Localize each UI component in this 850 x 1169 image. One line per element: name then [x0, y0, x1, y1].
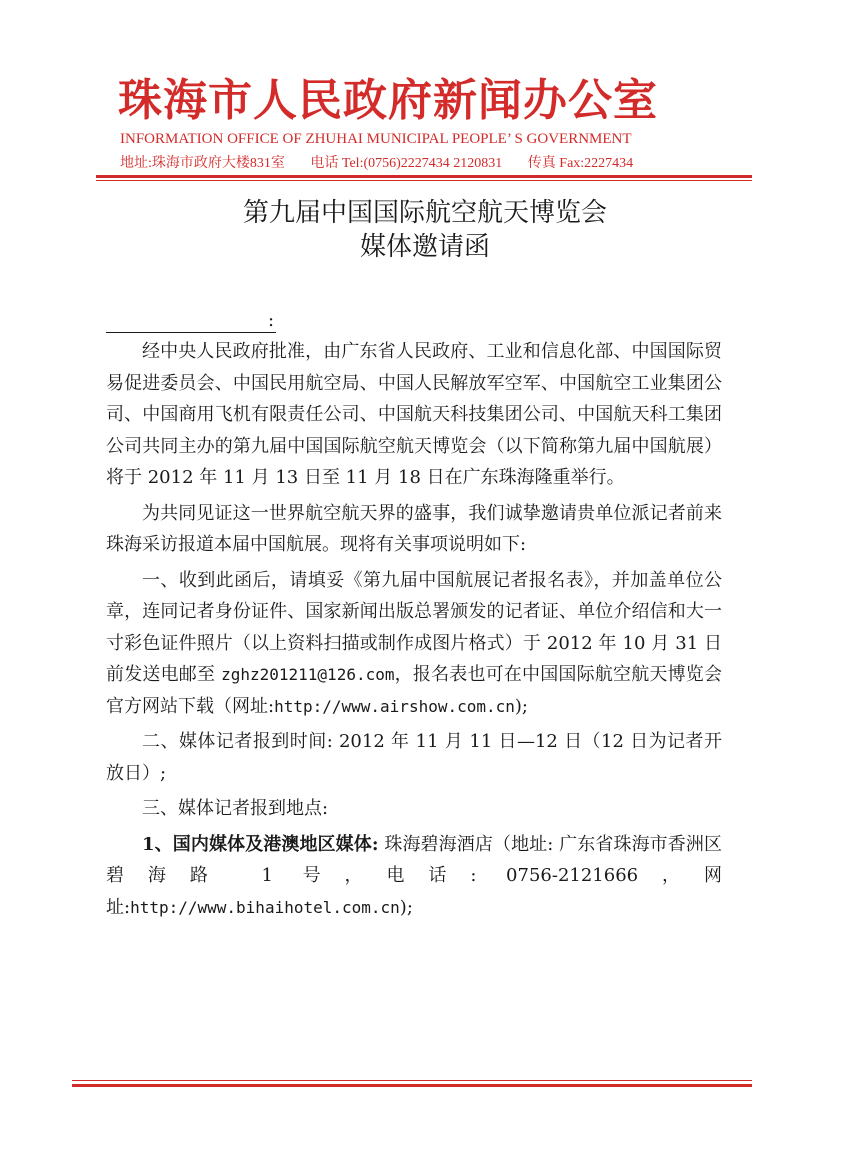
- item-1-end: );: [514, 695, 528, 717]
- paragraph-item-3: 三、媒体记者报到地点:: [142, 798, 329, 819]
- paragraph-item-3-1: [106, 829, 722, 924]
- org-fax: 传真 Fax:2227434: [527, 156, 634, 171]
- item-3-1-text: 珠海碧海酒店（地址: 广东省珠海市香洲区碧海路 1 号，电话: 0756-2121666，网址:: [106, 833, 722, 918]
- paragraph-item-2: 二、媒体记者报到时间: 2012 年 11 月 11 日—12 日（12 日为记者开放日）;: [106, 731, 722, 784]
- document-title-line2: 媒体邀请函: [359, 232, 490, 262]
- item-3-1-heading: 1、国内媒体及港澳地区媒体:: [142, 833, 379, 855]
- paragraph-invitation: 为共同见证这一世界航空航天界的盛事，我们诚挚邀请贵单位派记者前来珠海采访报道本届中国航展。现将有关事项说明如下:: [106, 502, 722, 555]
- org-address: 地址:珠海市政府大楼831室: [120, 156, 285, 171]
- org-name-en: INFORMATION OFFICE OF ZHUHAI MUNICIPAL PEOPLE’ S GOVERNMENT: [120, 131, 632, 147]
- footer-rule-thick: [72, 1084, 752, 1087]
- airshow-website-link[interactable]: http://www.airshow.com.cn: [274, 696, 515, 716]
- paragraph-item-1: [106, 565, 722, 723]
- letterhead-rule-thin: [96, 180, 752, 181]
- registration-email-link[interactable]: zghz201211@126.com: [221, 665, 395, 684]
- footer-rule-thin: [72, 1080, 752, 1081]
- org-contact-line: [120, 152, 720, 172]
- paragraph-intro: 经中央人民政府批准，由广东省人民政府、工业和信息化部、中国国际贸易促进委员会、中国民用航空局、中国人民解放军空军、中国航空工业集团公司、中国商用飞机有限责任公司、中国航天科技集团公司、中国航天科工集团公司共同主办的第九届中国国际航空航天博览会（以下简称第九届中国航展）将于 2012 年 11 月 13 日至 11 月 18 日在广东珠海隆重举行。: [106, 341, 722, 488]
- document-title-line1: 第九届中国国际航空航天博览会: [242, 198, 607, 228]
- addressee-colon: :: [268, 310, 275, 331]
- item-1-text: 一、收到此函后，请填妥《第九届中国航展记者报名表》，并加盖单位公章，连同记者身份证件、国家新闻出版总署颁发的记者证、单位介绍信和大一寸彩色证件照片（以上资料扫描或制作成图片格式）于 2012 年 10 月 31 日前发送电邮至: [106, 569, 722, 685]
- item-1-text-2: ，报名表也可在中国国际航空航天博览会官方网站下载（网址:: [106, 664, 722, 717]
- org-phone: 电话 Tel:(0756)2227434 2120831: [310, 156, 503, 171]
- hotel-website-link[interactable]: http://www.bihaihotel.com.cn: [130, 897, 400, 917]
- item-3-1-end: );: [399, 896, 413, 918]
- letterhead-rule-thick: [96, 175, 752, 178]
- addressee-blank: [106, 310, 276, 333]
- org-name-cn: 珠海市人民政府新闻办公室: [118, 75, 658, 126]
- letter-body: [106, 336, 722, 923]
